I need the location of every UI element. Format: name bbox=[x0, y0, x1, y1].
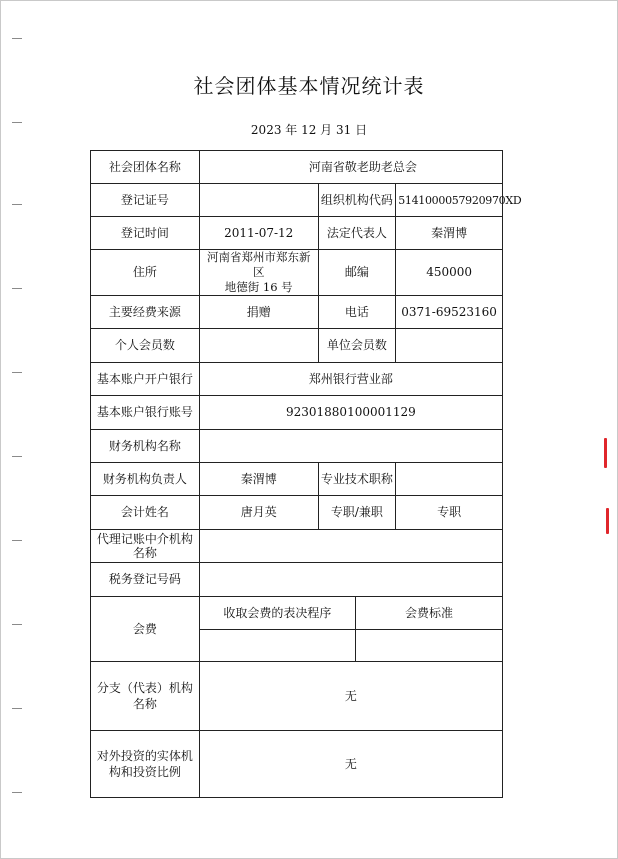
finance-org-label: 财务机构名称 bbox=[91, 430, 200, 463]
table-row bbox=[91, 363, 503, 396]
invest-value: 无 bbox=[199, 731, 502, 798]
binding-mark bbox=[12, 38, 22, 39]
table-row bbox=[91, 329, 503, 363]
individual-members-value bbox=[199, 329, 318, 363]
table-row bbox=[91, 563, 503, 597]
binding-mark bbox=[12, 372, 22, 373]
legal-rep-value: 秦渭博 bbox=[396, 217, 503, 250]
address-line-1: 河南省郑州市郑东新区 bbox=[206, 250, 311, 279]
fee-standard-value bbox=[355, 630, 502, 662]
binding-mark bbox=[12, 540, 22, 541]
postcode-label: 邮编 bbox=[318, 250, 396, 296]
title-label: 专业技术职称 bbox=[318, 463, 396, 496]
org-code-label: 组织机构代码 bbox=[318, 184, 396, 217]
branch-label: 分支（代表）机构名称 bbox=[91, 662, 200, 731]
table-row bbox=[91, 597, 503, 630]
accountant-value: 唐月英 bbox=[199, 496, 318, 530]
table-row bbox=[91, 662, 503, 731]
reg-time-label: 登记时间 bbox=[91, 217, 200, 250]
tax-label: 税务登记号码 bbox=[91, 563, 200, 597]
address-label: 住所 bbox=[91, 250, 200, 296]
table-row bbox=[91, 463, 503, 496]
bank-label: 基本账户开户银行 bbox=[91, 363, 200, 396]
binding-mark bbox=[12, 456, 22, 457]
account-value: 92301880100001129 bbox=[199, 396, 502, 430]
table-row bbox=[91, 396, 503, 430]
tax-value bbox=[199, 563, 502, 597]
binding-mark bbox=[12, 792, 22, 793]
finance-org-value bbox=[199, 430, 502, 463]
table-row bbox=[91, 217, 503, 250]
binding-mark bbox=[12, 204, 22, 205]
document-title: 社会团体基本情况统计表 bbox=[193, 74, 425, 98]
account-label: 基本账户银行账号 bbox=[91, 396, 200, 430]
phone-value: 0371-69523160 bbox=[396, 296, 503, 329]
table-row bbox=[91, 250, 503, 296]
branch-value: 无 bbox=[199, 662, 502, 731]
agency-label: 代理记账中介机构名称 bbox=[91, 530, 200, 563]
accountant-label: 会计姓名 bbox=[91, 496, 200, 530]
info-table bbox=[90, 150, 522, 798]
individual-members-label: 个人会员数 bbox=[91, 329, 200, 363]
table-row bbox=[91, 731, 503, 798]
unit-members-value bbox=[396, 329, 503, 363]
funding-value: 捐赠 bbox=[199, 296, 318, 329]
org-name-label: 社会团体名称 bbox=[91, 151, 200, 184]
fee-procedure-label: 收取会费的表决程序 bbox=[199, 597, 355, 630]
table-row bbox=[91, 430, 503, 463]
finance-head-value: 秦渭博 bbox=[199, 463, 318, 496]
finance-head-label: 财务机构负责人 bbox=[91, 463, 200, 496]
fee-procedure-value bbox=[199, 630, 355, 662]
fee-label: 会费 bbox=[91, 597, 200, 662]
table-row bbox=[91, 530, 503, 563]
address-value bbox=[199, 250, 318, 296]
fulltime-value: 专职 bbox=[396, 496, 503, 530]
report-date: 2023 年 12 月 31 日 bbox=[250, 123, 368, 137]
agency-value bbox=[199, 530, 502, 563]
title-value bbox=[396, 463, 503, 496]
binding-mark bbox=[12, 288, 22, 289]
seal-edge-mark bbox=[604, 438, 607, 468]
bank-value: 郑州银行营业部 bbox=[199, 363, 502, 396]
unit-members-label: 单位会员数 bbox=[318, 329, 396, 363]
legal-rep-label: 法定代表人 bbox=[318, 217, 396, 250]
binding-mark bbox=[12, 624, 22, 625]
funding-label: 主要经费来源 bbox=[91, 296, 200, 329]
address-line-2: 地德街 16 号 bbox=[224, 280, 293, 294]
seal-edge-mark bbox=[606, 508, 609, 534]
invest-label: 对外投资的实体机构和投资比例 bbox=[91, 731, 200, 798]
table-row bbox=[91, 296, 503, 329]
fulltime-label: 专职/兼职 bbox=[318, 496, 396, 530]
fee-standard-label: 会费标准 bbox=[355, 597, 502, 630]
binding-mark bbox=[12, 708, 22, 709]
org-code-value: 5141000057920970XD bbox=[396, 184, 503, 217]
reg-no-value bbox=[199, 184, 318, 217]
org-name-value: 河南省敬老助老总会 bbox=[199, 151, 502, 184]
postcode-value: 450000 bbox=[396, 250, 503, 296]
table-row bbox=[91, 151, 503, 184]
reg-time-value: 2011-07-12 bbox=[199, 217, 318, 250]
reg-no-label: 登记证号 bbox=[91, 184, 200, 217]
phone-label: 电话 bbox=[318, 296, 396, 329]
table-row bbox=[91, 184, 503, 217]
table-row bbox=[91, 496, 503, 530]
